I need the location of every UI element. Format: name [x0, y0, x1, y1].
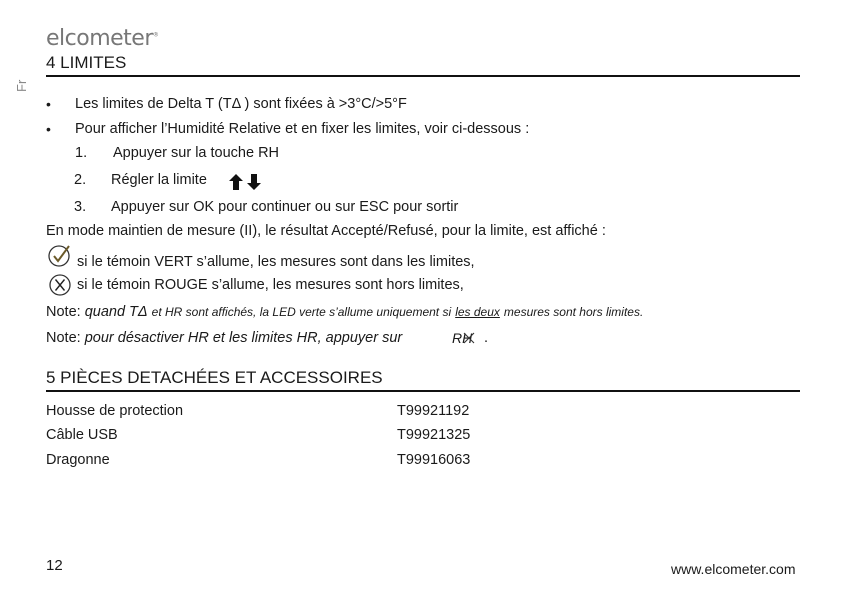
bullet-mark: • [46, 121, 51, 137]
step-2-text: Régler la limite [111, 172, 207, 188]
part-name: Dragonne [46, 452, 110, 468]
page-number: 12 [46, 557, 63, 574]
section-4-rule [46, 75, 800, 77]
note-label: Note: [46, 304, 81, 320]
bullet-rh-limits: Pour afficher l’Humidité Relative et en fixer les limites, voir ci-dessous : [75, 121, 530, 137]
check-circle-icon [48, 244, 72, 268]
note-1-part3: mesures sont hors limites. [503, 305, 644, 319]
language-tab: Fr [14, 79, 29, 92]
note-1-underlined: les deux [455, 305, 500, 319]
bullet-mark: • [46, 96, 51, 112]
note-label: Note: [46, 330, 81, 346]
step-1-number: 1. [75, 145, 88, 161]
part-code: T99921325 [397, 427, 471, 443]
green-led-line: si le témoin VERT s’allume, les mesures sont dans les limites, [77, 254, 475, 270]
part-code: T99921192 [397, 403, 470, 419]
rh-off-key-icon: RH [452, 330, 473, 346]
bullet-delta-t: Les limites de Delta T (TΔ ) sont fixées à >3°C/>5°F [75, 96, 407, 112]
elcometer-logo: elcometer® [46, 26, 159, 51]
note-2 [46, 330, 402, 346]
section-5-title: 5 PIÈCES DETACHÉES ET ACCESSOIRES [46, 368, 383, 387]
up-down-arrows-icon [228, 174, 262, 191]
note-1 [46, 304, 643, 320]
hold-mode-line: En mode maintien de mesure (II), le résultat Accepté/Refusé, pour la limite, est affiché : [46, 223, 606, 239]
section-5-rule [46, 390, 800, 392]
red-led-line: si le témoin ROUGE s’allume, les mesures sont hors limites, [77, 277, 464, 293]
note-1-part1: quand TΔ [84, 304, 148, 320]
section-4-title: 4 LIMITES [46, 53, 127, 72]
website-url: www.elcometer.com [671, 561, 796, 577]
step-1-text: Appuyer sur la touche RH [113, 145, 280, 161]
step-2-number: 2. [74, 172, 87, 188]
step-3-number: 3. [74, 199, 87, 215]
note-1-part2: et HR sont affichés, la LED verte s’allume uniquement si [151, 305, 452, 319]
part-code: T99916063 [397, 452, 471, 468]
part-name: Housse de protection [46, 403, 184, 419]
part-name: Câble USB [46, 427, 118, 443]
note-2-end: . [484, 330, 489, 346]
step-3-text: Appuyer sur OK pour continuer ou sur ESC pour sortir [111, 199, 459, 215]
note-2-text: pour désactiver HR et les limites HR, appuyer sur [84, 330, 403, 346]
cross-circle-icon [49, 274, 71, 296]
